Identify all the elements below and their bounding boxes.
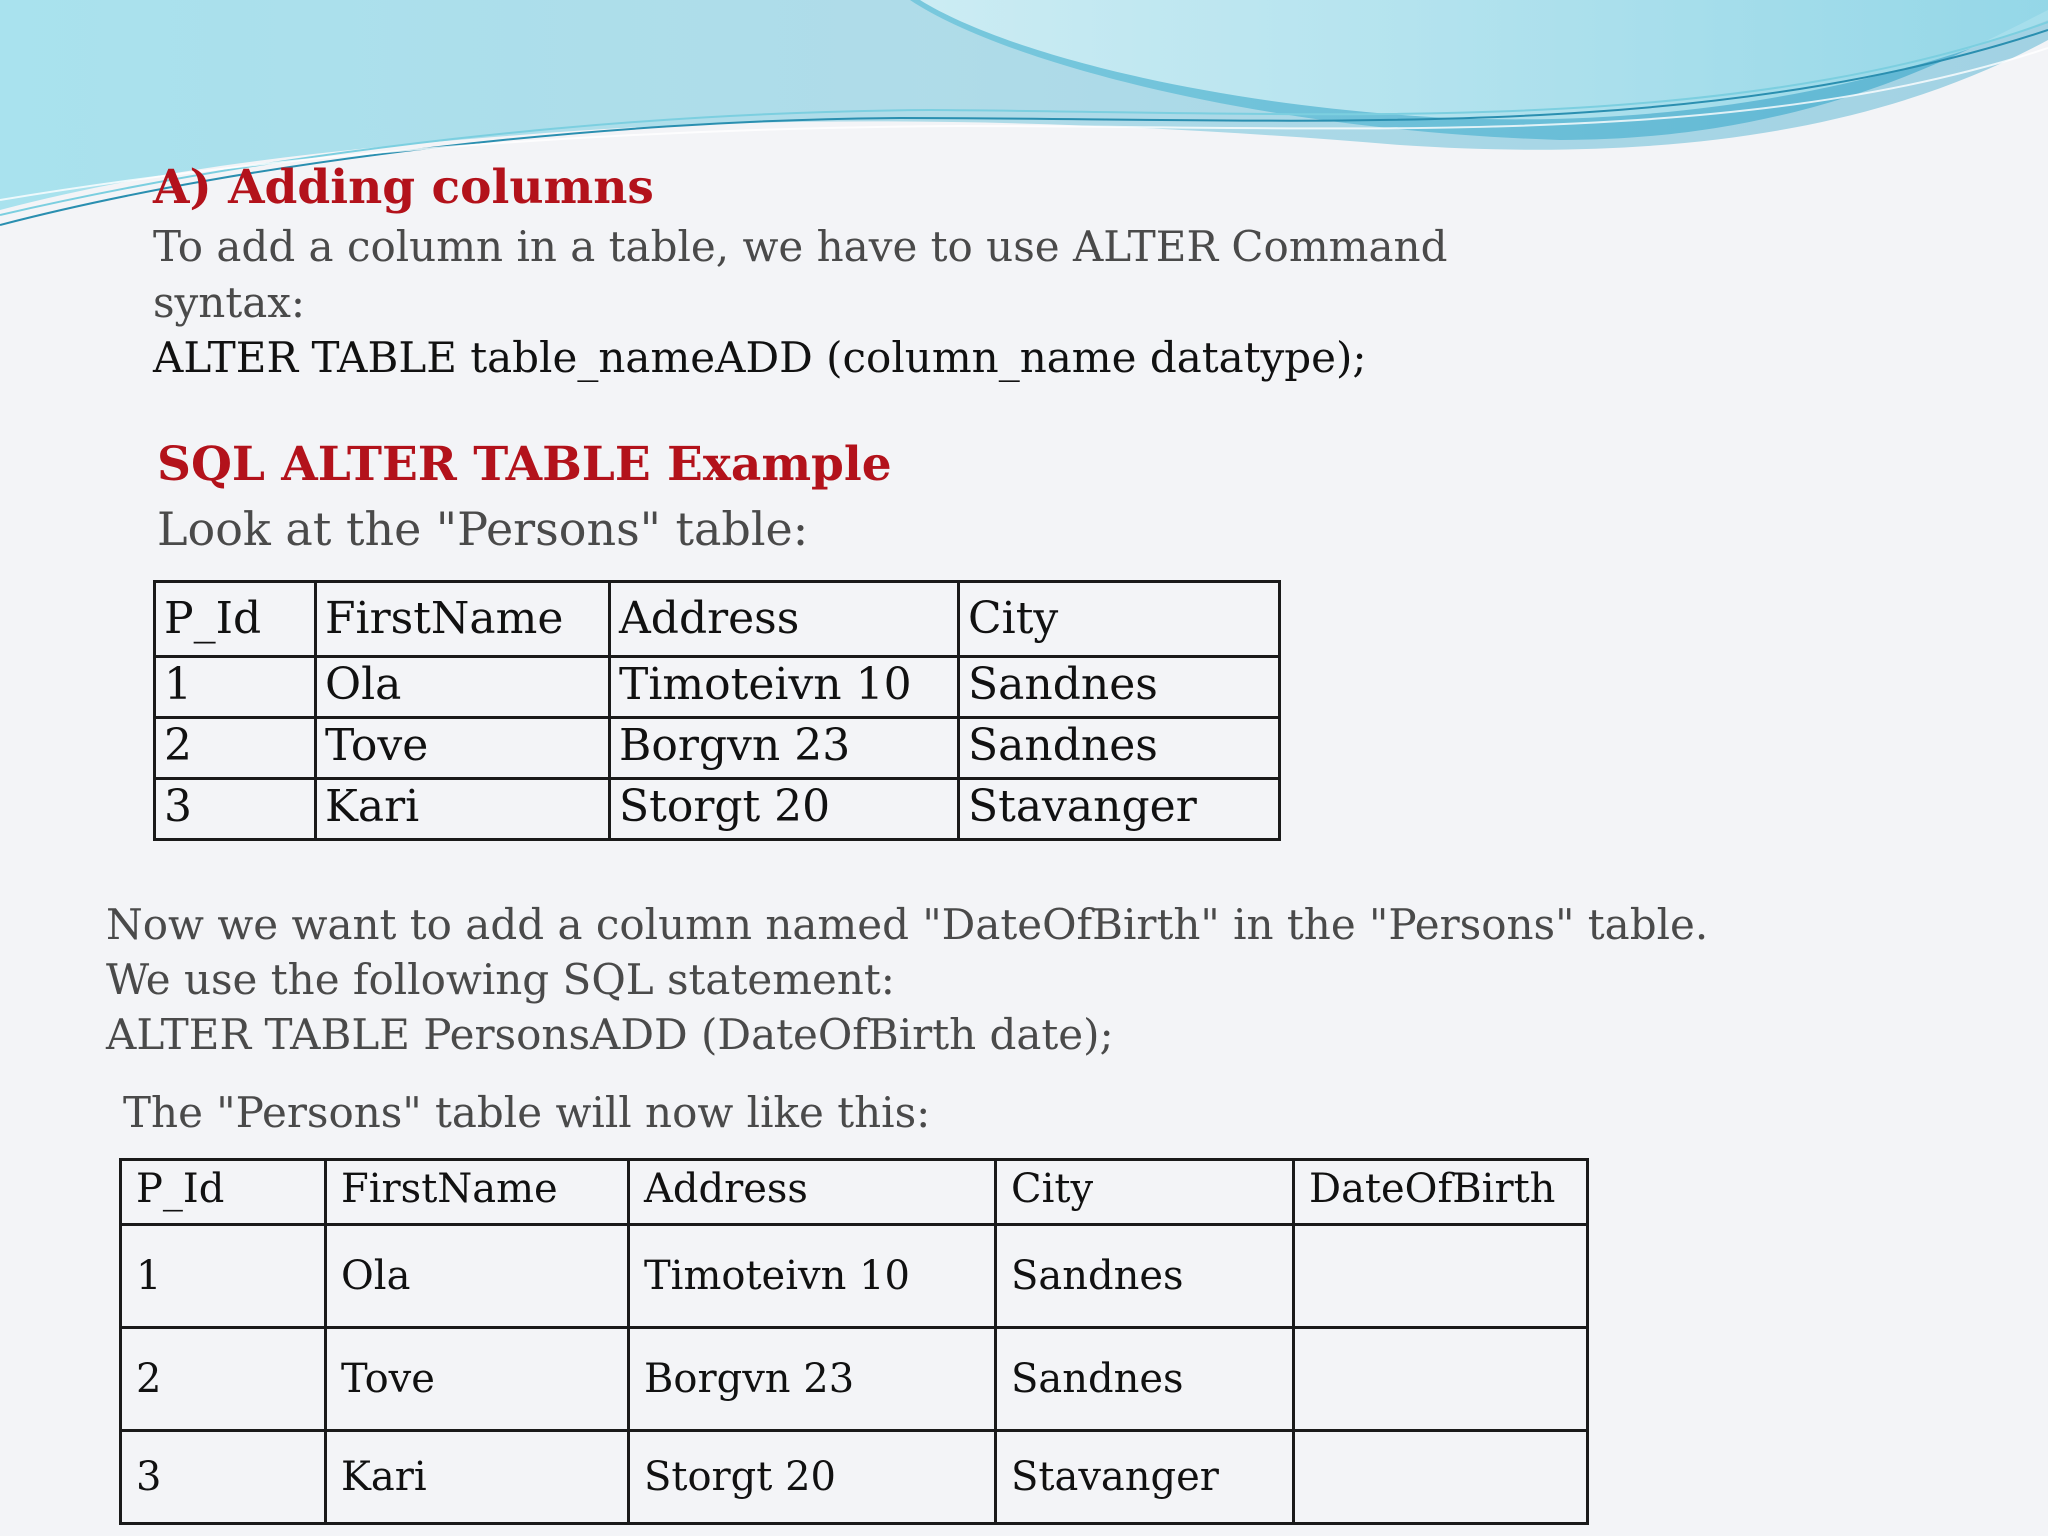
header-cell: Address	[610, 582, 959, 657]
explanation-line-1: Now we want to add a column named "DateOfBirth" in the "Persons" table.	[106, 900, 1709, 949]
table-cell: Stavanger	[959, 779, 1280, 840]
table-row	[155, 779, 1280, 840]
table-cell: Sandnes	[996, 1328, 1294, 1431]
table-cell: Stavanger	[996, 1431, 1294, 1524]
table-cell: Kari	[316, 779, 610, 840]
table-cell: Tove	[316, 718, 610, 779]
header-cell: FirstName	[326, 1160, 629, 1225]
table-row	[155, 657, 1280, 718]
table-cell: Ola	[326, 1225, 629, 1328]
table-row	[155, 718, 1280, 779]
table-cell: Kari	[326, 1431, 629, 1524]
header-cell: P_Id	[121, 1160, 326, 1225]
header-cell: P_Id	[155, 582, 316, 657]
table-row	[121, 1225, 1588, 1328]
header-cell: City	[996, 1160, 1294, 1225]
table-cell: 3	[155, 779, 316, 840]
table-cell: 1	[121, 1225, 326, 1328]
table-cell: Sandnes	[959, 718, 1280, 779]
table-cell	[1294, 1328, 1588, 1431]
header-cell: Address	[629, 1160, 996, 1225]
header-cell: FirstName	[316, 582, 610, 657]
table-cell: Borgvn 23	[610, 718, 959, 779]
table-header-row	[121, 1160, 1588, 1225]
table-cell: Timoteivn 10	[629, 1225, 996, 1328]
header-cell: DateOfBirth	[1294, 1160, 1588, 1225]
table-cell: Borgvn 23	[629, 1328, 996, 1431]
table-cell: 3	[121, 1431, 326, 1524]
example-title: SQL ALTER TABLE Example	[157, 437, 892, 492]
persons-table	[153, 580, 1281, 841]
explanation-statement: ALTER TABLE PersonsADD (DateOfBirth date);	[106, 1010, 1114, 1059]
syntax-statement: ALTER TABLE table_nameADD (column_name datatype);	[153, 333, 1367, 382]
table-cell: Timoteivn 10	[610, 657, 959, 718]
table-cell: 2	[155, 718, 316, 779]
table-cell: Ola	[316, 657, 610, 718]
table-cell	[1294, 1431, 1588, 1524]
table-cell: Sandnes	[996, 1225, 1294, 1328]
table-cell: 2	[121, 1328, 326, 1431]
table-cell: 1	[155, 657, 316, 718]
syntax-label: syntax:	[153, 278, 306, 327]
table-row	[121, 1328, 1588, 1431]
table-cell: Sandnes	[959, 657, 1280, 718]
persons-table-updated	[119, 1158, 1589, 1525]
section-title: A) Adding columns	[153, 160, 654, 215]
table-row	[121, 1431, 1588, 1524]
table-cell: Storgt 20	[629, 1431, 996, 1524]
intro-line: To add a column in a table, we have to use ALTER Command	[153, 222, 1448, 271]
explanation-line-2: We use the following SQL statement:	[106, 955, 895, 1004]
table-cell: Storgt 20	[610, 779, 959, 840]
table-header-row	[155, 582, 1280, 657]
table-cell	[1294, 1225, 1588, 1328]
example-intro: Look at the "Persons" table:	[157, 502, 809, 556]
result-intro: The "Persons" table will now like this:	[123, 1088, 931, 1137]
header-cell: City	[959, 582, 1280, 657]
table-cell: Tove	[326, 1328, 629, 1431]
